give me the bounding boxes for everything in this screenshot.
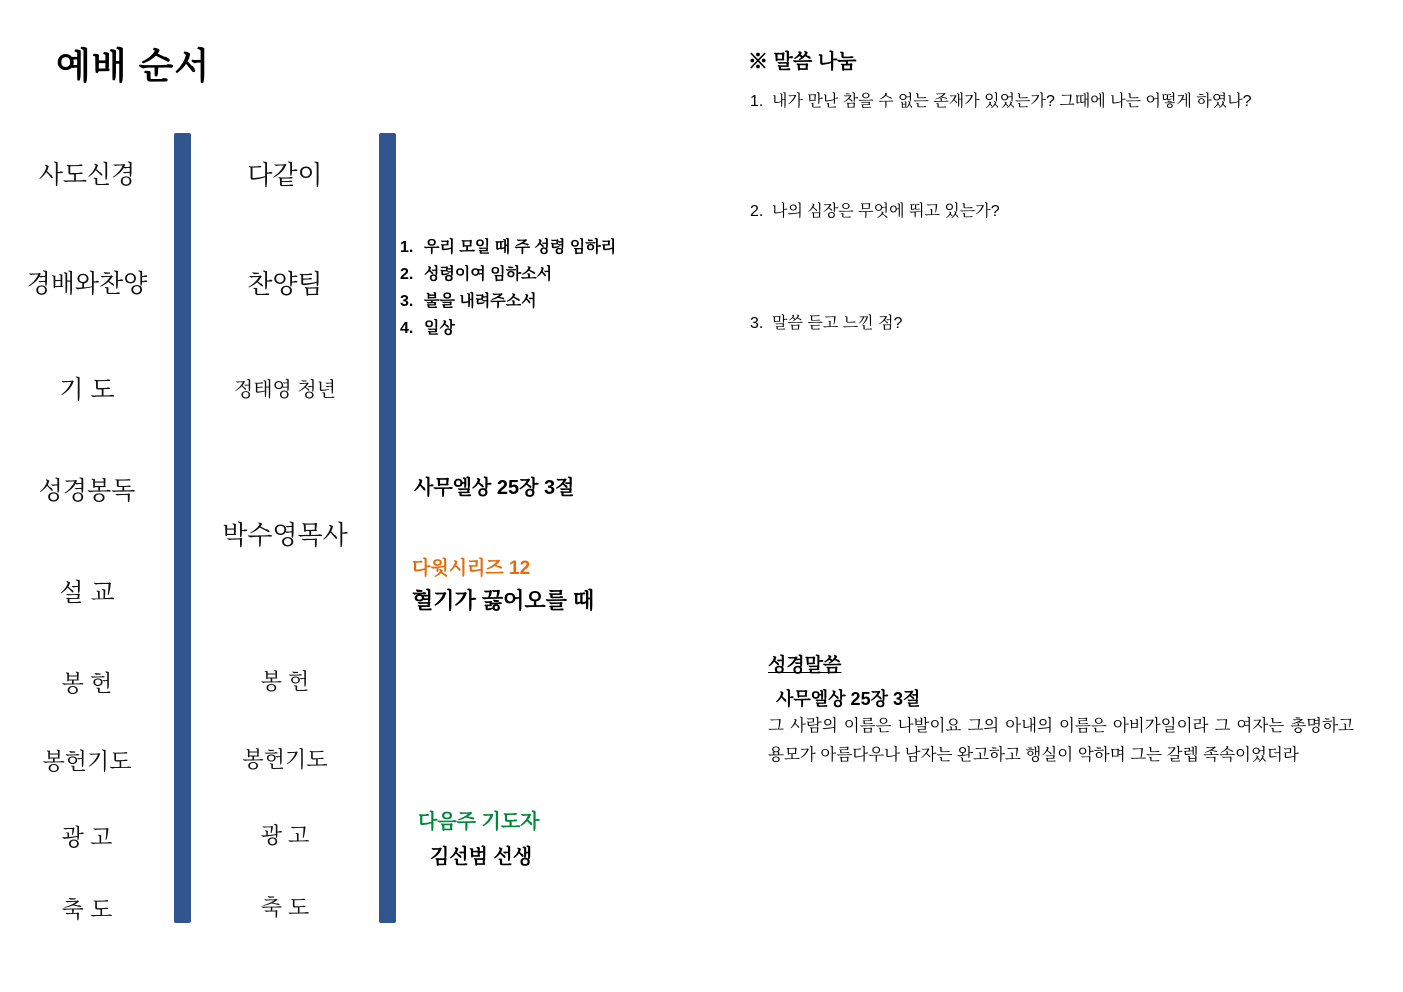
question-text: 내가 만난 참을 수 없는 존재가 있었는가? 그때에 나는 어떻게 하였나?: [772, 93, 1252, 110]
song-row-1: [400, 261, 616, 288]
order-item-6: 봉헌기도: [42, 748, 132, 774]
bible-text-heading: 성경말씀: [768, 655, 842, 676]
sharing-heading: ※ 말씀 나눔: [748, 51, 857, 73]
question-number: 1.: [750, 93, 764, 110]
divider-bar-right: [379, 133, 396, 923]
next-week-label: 다음주 기도자: [418, 811, 540, 833]
bible-text-body: 그 사람의 이름은 나발이요 그의 아내의 이름은 아비가일이라 그 여자는 총명하고 용모가 아름다우나 남자는 완고하고 행실이 악하며 그는 갈렙 족속이었더라: [768, 717, 1354, 764]
song-row-0: [400, 234, 616, 261]
sermon-block: [412, 553, 594, 615]
sharing-question-2: [750, 310, 902, 333]
song-title: 불을 내려주소서: [424, 293, 537, 310]
song-number: 2.: [400, 266, 414, 283]
order-item-5: 봉 헌: [61, 670, 113, 696]
song-row-2: [400, 288, 616, 315]
sermon-series-label: 다윗시리즈 12: [412, 558, 531, 579]
order-item-8: 축 도: [61, 896, 113, 922]
question-number: 3.: [750, 315, 764, 332]
leader-item-7: 광 고: [260, 823, 310, 848]
song-title: 우리 모일 때 주 성령 임하리: [424, 239, 617, 256]
sharing-question-1: [750, 198, 1000, 221]
song-number: 1.: [400, 239, 414, 256]
order-item-2: 기 도: [59, 376, 115, 404]
leader-item-8: 축 도: [260, 895, 310, 920]
order-item-0: 사도신경: [38, 161, 136, 189]
song-number: 4.: [400, 320, 414, 337]
leader-item-1: 찬양팀: [247, 269, 323, 299]
sharing-question-0: [750, 88, 1252, 111]
question-number: 2.: [750, 203, 764, 220]
order-item-4: 설 교: [59, 579, 115, 607]
question-text: 말씀 듣고 느낀 점?: [772, 315, 903, 332]
leader-item-6: 봉헌기도: [242, 747, 328, 772]
leader-item-2: 정태영 청년: [233, 379, 337, 401]
order-item-7: 광 고: [61, 824, 113, 850]
leader-item-5: 봉 헌: [260, 669, 310, 694]
song-title: 일상: [424, 320, 455, 337]
leader-item-0: 다같이: [247, 160, 323, 190]
next-week-block: [418, 805, 539, 869]
bible-text-reference: 사무엘상 25장 3절: [776, 689, 921, 709]
question-text: 나의 심장은 무엇에 뛰고 있는가?: [772, 203, 1000, 220]
song-row-3: [400, 315, 616, 342]
song-title: 성령이여 임하소서: [424, 266, 553, 283]
next-week-name: 김선범 선생: [430, 846, 533, 868]
order-item-3: 성경봉독: [38, 477, 136, 505]
divider-bar-left: [174, 133, 191, 923]
praise-song-list: [400, 234, 616, 342]
order-item-1: 경배와찬양: [26, 270, 148, 298]
leader-item-4: 박수영목사: [222, 520, 348, 550]
song-number: 3.: [400, 293, 414, 310]
page-title: 예배 순서: [56, 45, 211, 86]
scripture-reading-reference: 사무엘상 25장 3절: [414, 477, 575, 499]
sermon-title: 혈기가 끓어오를 때: [412, 588, 595, 613]
